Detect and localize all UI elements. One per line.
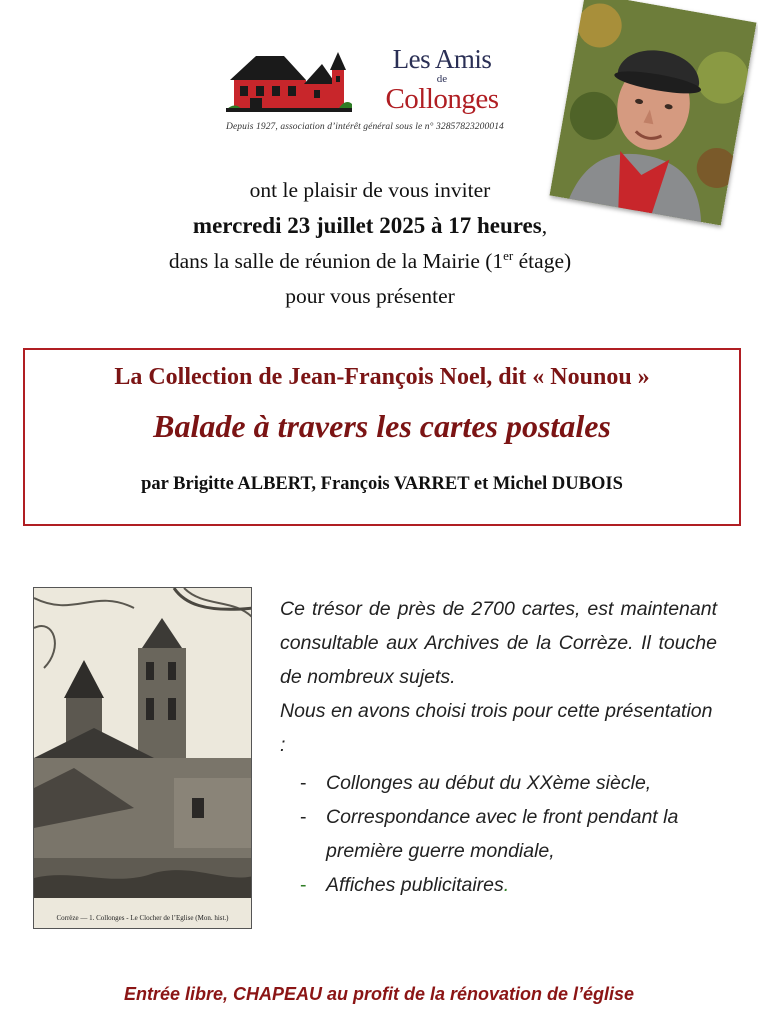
presentation-box	[23, 348, 741, 526]
logo-line-les-amis: Les Amis	[392, 44, 492, 74]
logo-title	[372, 44, 512, 114]
topic-label: Collonges au début du XXème siècle,	[326, 772, 652, 794]
list-item	[280, 766, 717, 800]
association-logo	[226, 44, 518, 140]
logo-subtitle: Depuis 1927, association d’intérêt général sous le n° 32857823200014	[226, 122, 504, 132]
event-date: mercredi 23 juillet 2025 à 17 heures	[192, 213, 542, 238]
logo-line-collonges: Collonges	[385, 83, 499, 115]
invite-line-2	[60, 208, 680, 244]
presenters: par Brigitte ALBERT, François VARRET et Michel DUBOIS	[141, 474, 623, 494]
bullet-dash-icon: -	[300, 806, 307, 828]
invite-line-4: pour vous présenter	[285, 284, 455, 308]
topic-label: Correspondance avec le front pendant la première guerre mondiale,	[326, 806, 679, 862]
logo-line-de: de	[436, 73, 448, 85]
postcard-caption: Corrèze — 1. Collonges - Le Clocher de l’Eglise (Mon. hist.)	[56, 914, 229, 922]
invite-line-2-suffix: ,	[541, 214, 548, 238]
invite-line-1: ont le plaisir de vous inviter	[249, 178, 491, 202]
invite-location-sup: er	[503, 247, 514, 263]
description-paragraph-1: Ce trésor de près de 2700 cartes, est maintenant consultable aux Archives de la Corrèze. Il touche de nombreux sujets.	[280, 598, 717, 688]
list-item	[280, 800, 717, 868]
collection-title: La Collection de Jean-François Noel, dit « Nounou »	[114, 364, 650, 390]
invitation-text	[60, 173, 680, 314]
presentation-subtitle: Balade à travers les cartes postales	[153, 408, 611, 444]
topics-list	[280, 766, 717, 902]
footer-note: Entrée libre, CHAPEAU au profit de la rénovation de l’église	[123, 984, 635, 1004]
postcard-photo	[33, 587, 252, 929]
list-item	[280, 868, 717, 902]
invite-location-start: dans la salle de réunion de la Mairie (1	[168, 249, 504, 273]
bullet-dash-icon: -	[300, 772, 307, 794]
description-paragraph-2: Nous en avons choisi trois pour cette présentation :	[280, 700, 713, 756]
house-logo-icon	[226, 44, 352, 114]
bullet-dash-icon: -	[300, 874, 307, 896]
topic-label: Affiches publicitaires	[326, 874, 504, 896]
church-postcard-image	[34, 588, 252, 929]
description	[280, 592, 717, 902]
topic-end-mark: .	[503, 874, 510, 896]
invite-line-3	[60, 244, 680, 279]
invite-location-end: étage)	[513, 249, 572, 273]
